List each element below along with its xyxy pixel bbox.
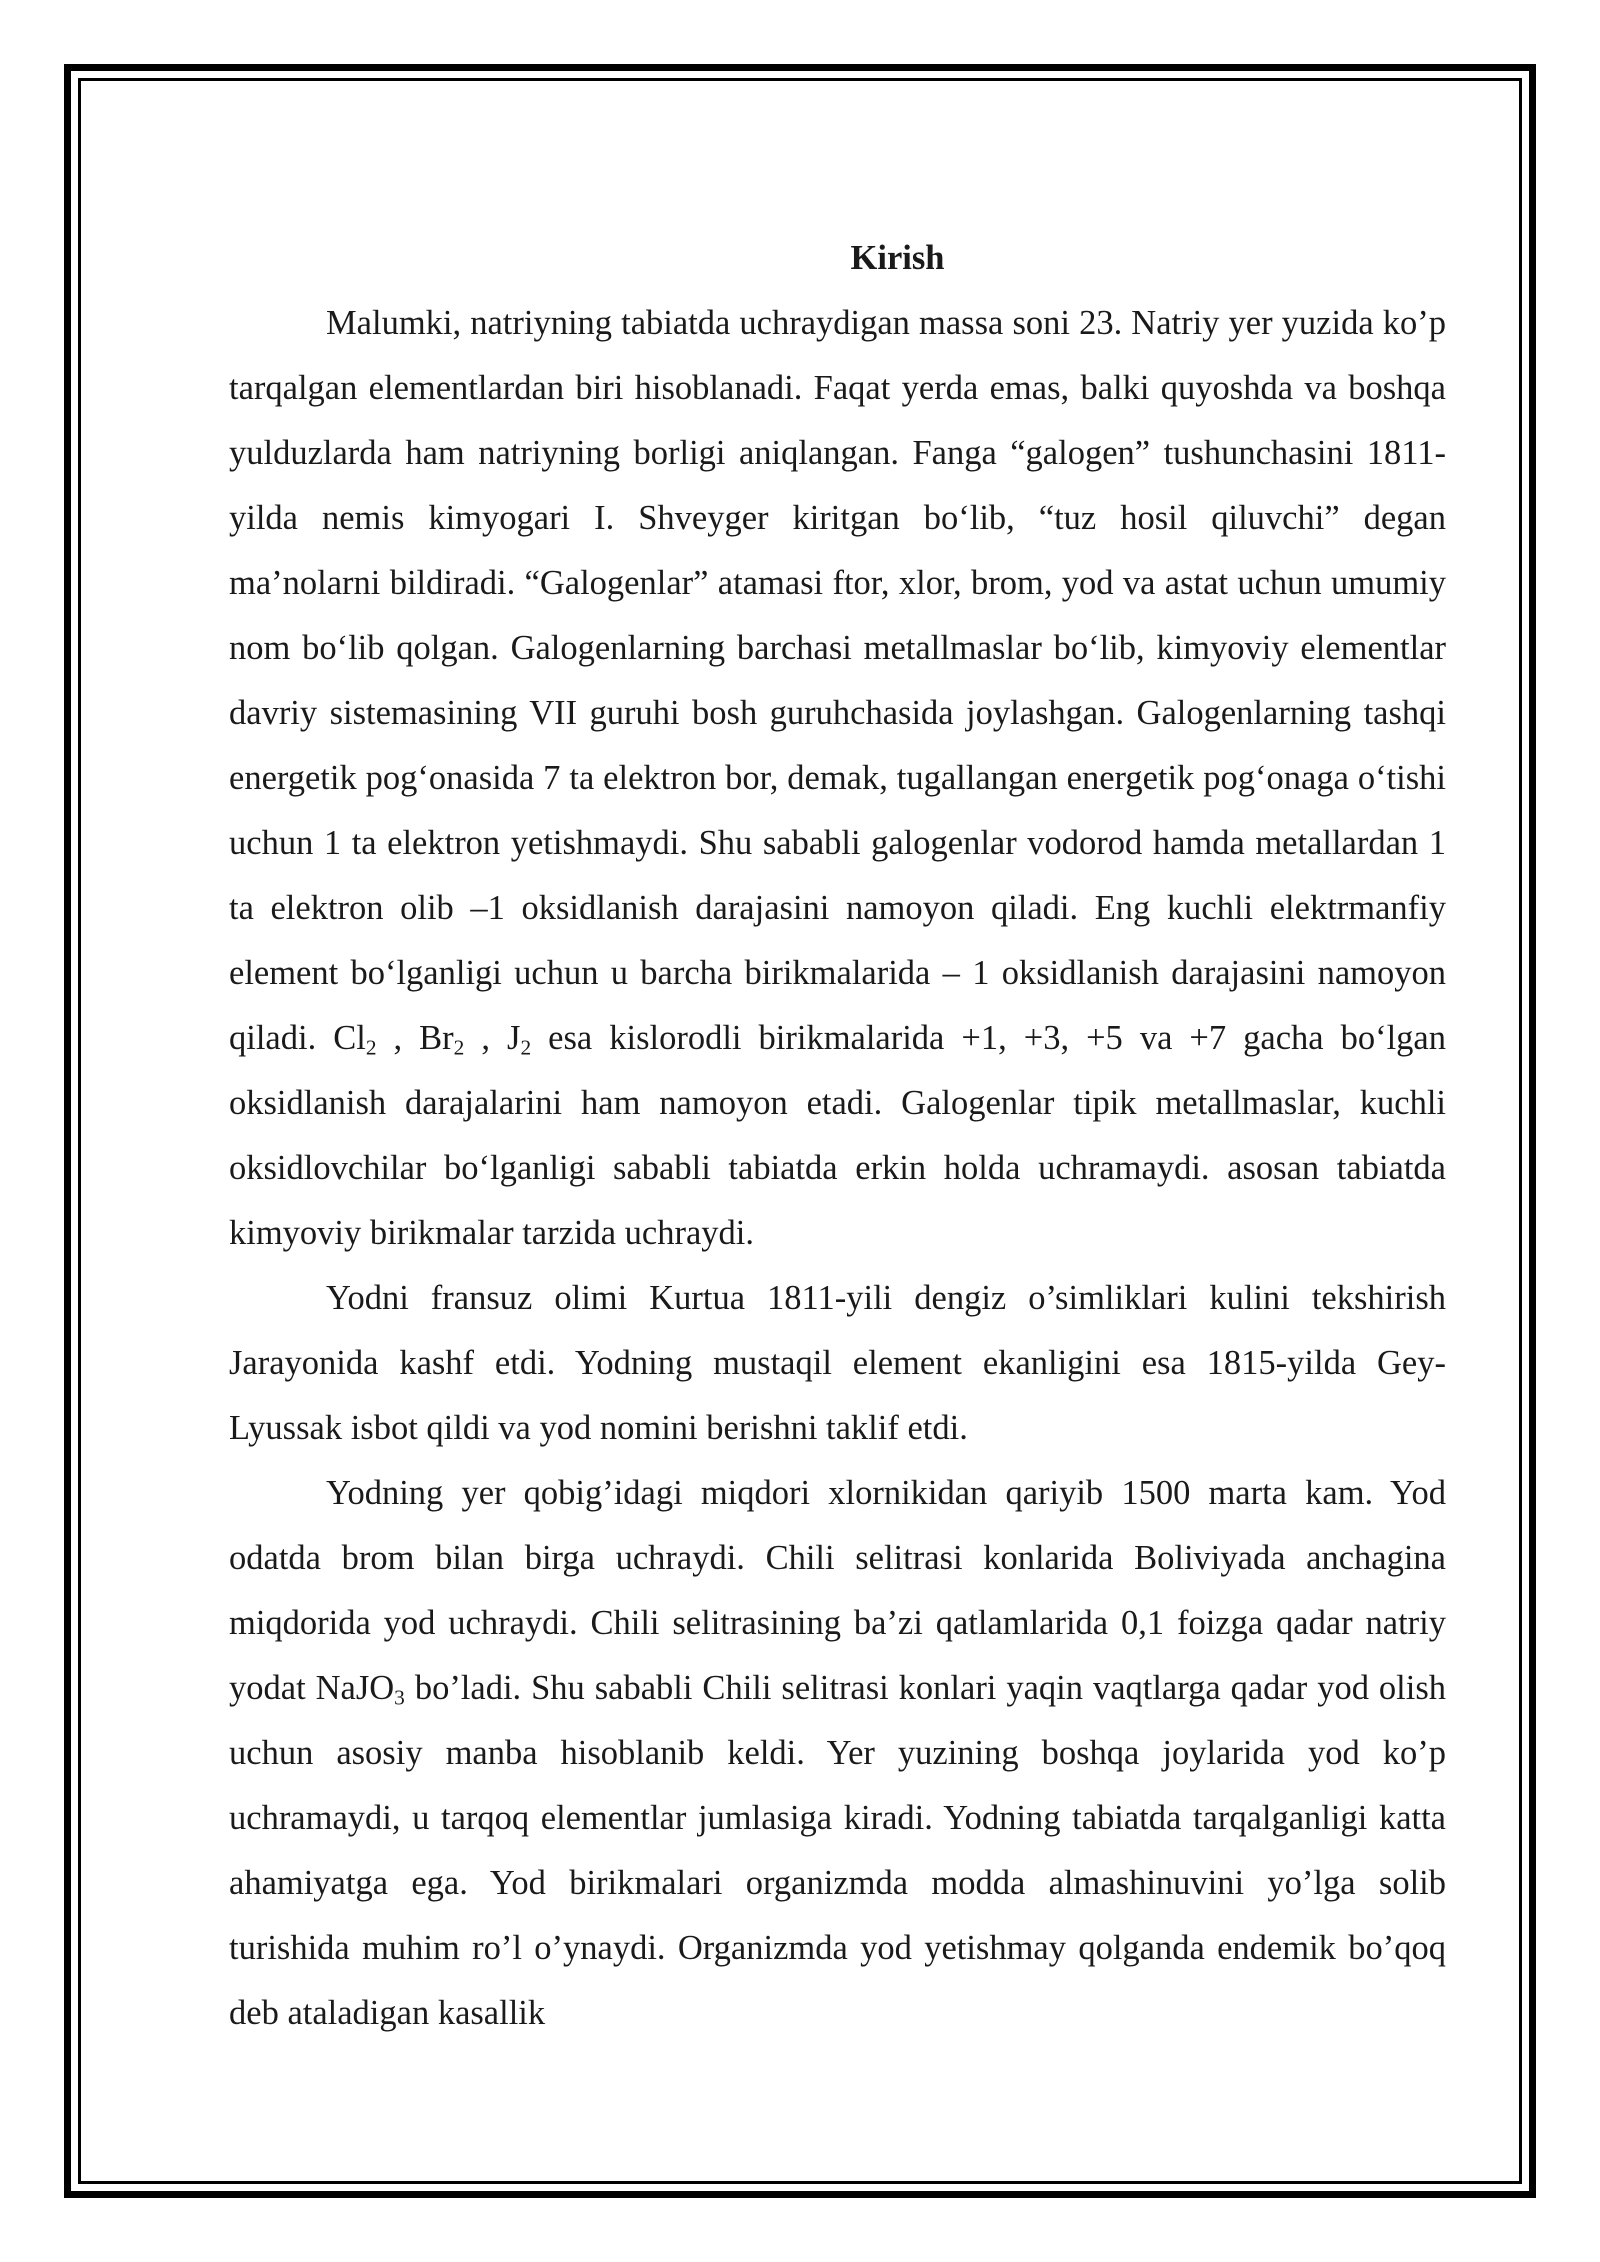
paragraph-2: Yodni fransuz olimi Kurtua 1811-yili dengiz o’simliklari kulini tekshirish Jarayonida kashf etdi. Yodning mustaqil element ekanligini esa 1815-yilda Gey-Lyussak isbot qildi va yod nomini berishni taklif etdi. bbox=[229, 1279, 1446, 1447]
subscript-br: 2 bbox=[453, 1035, 465, 1060]
paragraph-1-text-d: esa kislorodli birikmalarida +1, +3, +5 va +7 gacha bo‘lgan oksidlanish darajalarini ham namoyon etadi. Galogenlar tipik metallmaslar, kuchli oksidlovchilar bo‘lganligi sababli tabiatda erkin holda uchramaydi. asosan tabiatda kimyoviy birikmalar tarzida uchraydi. bbox=[229, 1019, 1446, 1252]
subscript-cl: 2 bbox=[365, 1035, 377, 1060]
document-body bbox=[229, 226, 1446, 2046]
subscript-j: 2 bbox=[520, 1035, 532, 1060]
paragraph-3-text-b: bo’ladi. Shu sababli Chili selitrasi konlari yaqin vaqtlarga qadar yod olish uchun asosiy manba hisoblanib keldi. Yer yuzining boshqa joylarida yod ko’p uchramaydi, u tarqoq elementlar jumlasiga kiradi. Yodning tabiatda tarqalganligi katta ahamiyatga ega. Yod birikmalari organizmda modda almashinuvini yo’lga solib turishida muhim ro’l o’ynaydi. Organizmda yod yetishmay qolganda endemik bo’qoq deb ataladigan kasallik bbox=[229, 1669, 1446, 2032]
paragraph-1-text-c: , J bbox=[464, 1019, 521, 1057]
paragraph-3 bbox=[229, 1461, 1446, 2046]
paragraph-3-text-a: Yodning yer qobig’idagi miqdori xlornikidan qariyib 1500 marta kam. Yod odatda brom bilan birga uchraydi. Chili selitrasi konlarida Boliviyada anchagina miqdorida yod uchraydi. Chili selitrasining ba’zi qatlamlarida 0,1 foizga qadar natriy yodat NaJO bbox=[229, 1474, 1446, 1707]
paragraph-1-text-b: , Br bbox=[376, 1019, 454, 1057]
page-title: Kirish bbox=[850, 239, 945, 277]
paragraph-1 bbox=[229, 291, 1446, 1266]
paragraph-1-text-a: Malumki, natriyning tabiatda uchraydigan massa soni 23. Natriy yer yuzida ko’p tarqalgan elementlardan biri hisoblanadi. Faqat yerda emas, balki quyoshda va boshqa yulduzlarda ham natriyning borligi aniqlangan. Fanga “galogen” tushunchasini 1811- yilda nemis kimyogari I. Shveyger kiritgan bo‘lib, “tuz hosil qiluvchi” degan ma’nolarni bildiradi. “Galogenlar” atamasi ftor, xlor, brom, yod va astat uchun umumiy nom bo‘lib qolgan. Galogenlarning barchasi metallmaslar bo‘lib, kimyoviy elementlar davriy sistemasining VII guruhi bosh guruhchasida joylashgan. Galogenlarning tashqi energetik pog‘onasida 7 ta elektron bor, demak, tugallangan energetik pog‘onaga o‘tishi uchun 1 ta elektron yetishmaydi. Shu sababli galogenlar vodorod hamda metallardan 1 ta elektron olib –1 oksidlanish darajasini namoyon qiladi. Eng kuchli elektrmanfiy element bo‘lganligi uchun u barcha birikmalarida – 1 oksidlanish darajasini namoyon qiladi. Cl bbox=[229, 304, 1446, 1057]
subscript-najo: 3 bbox=[394, 1685, 405, 1710]
